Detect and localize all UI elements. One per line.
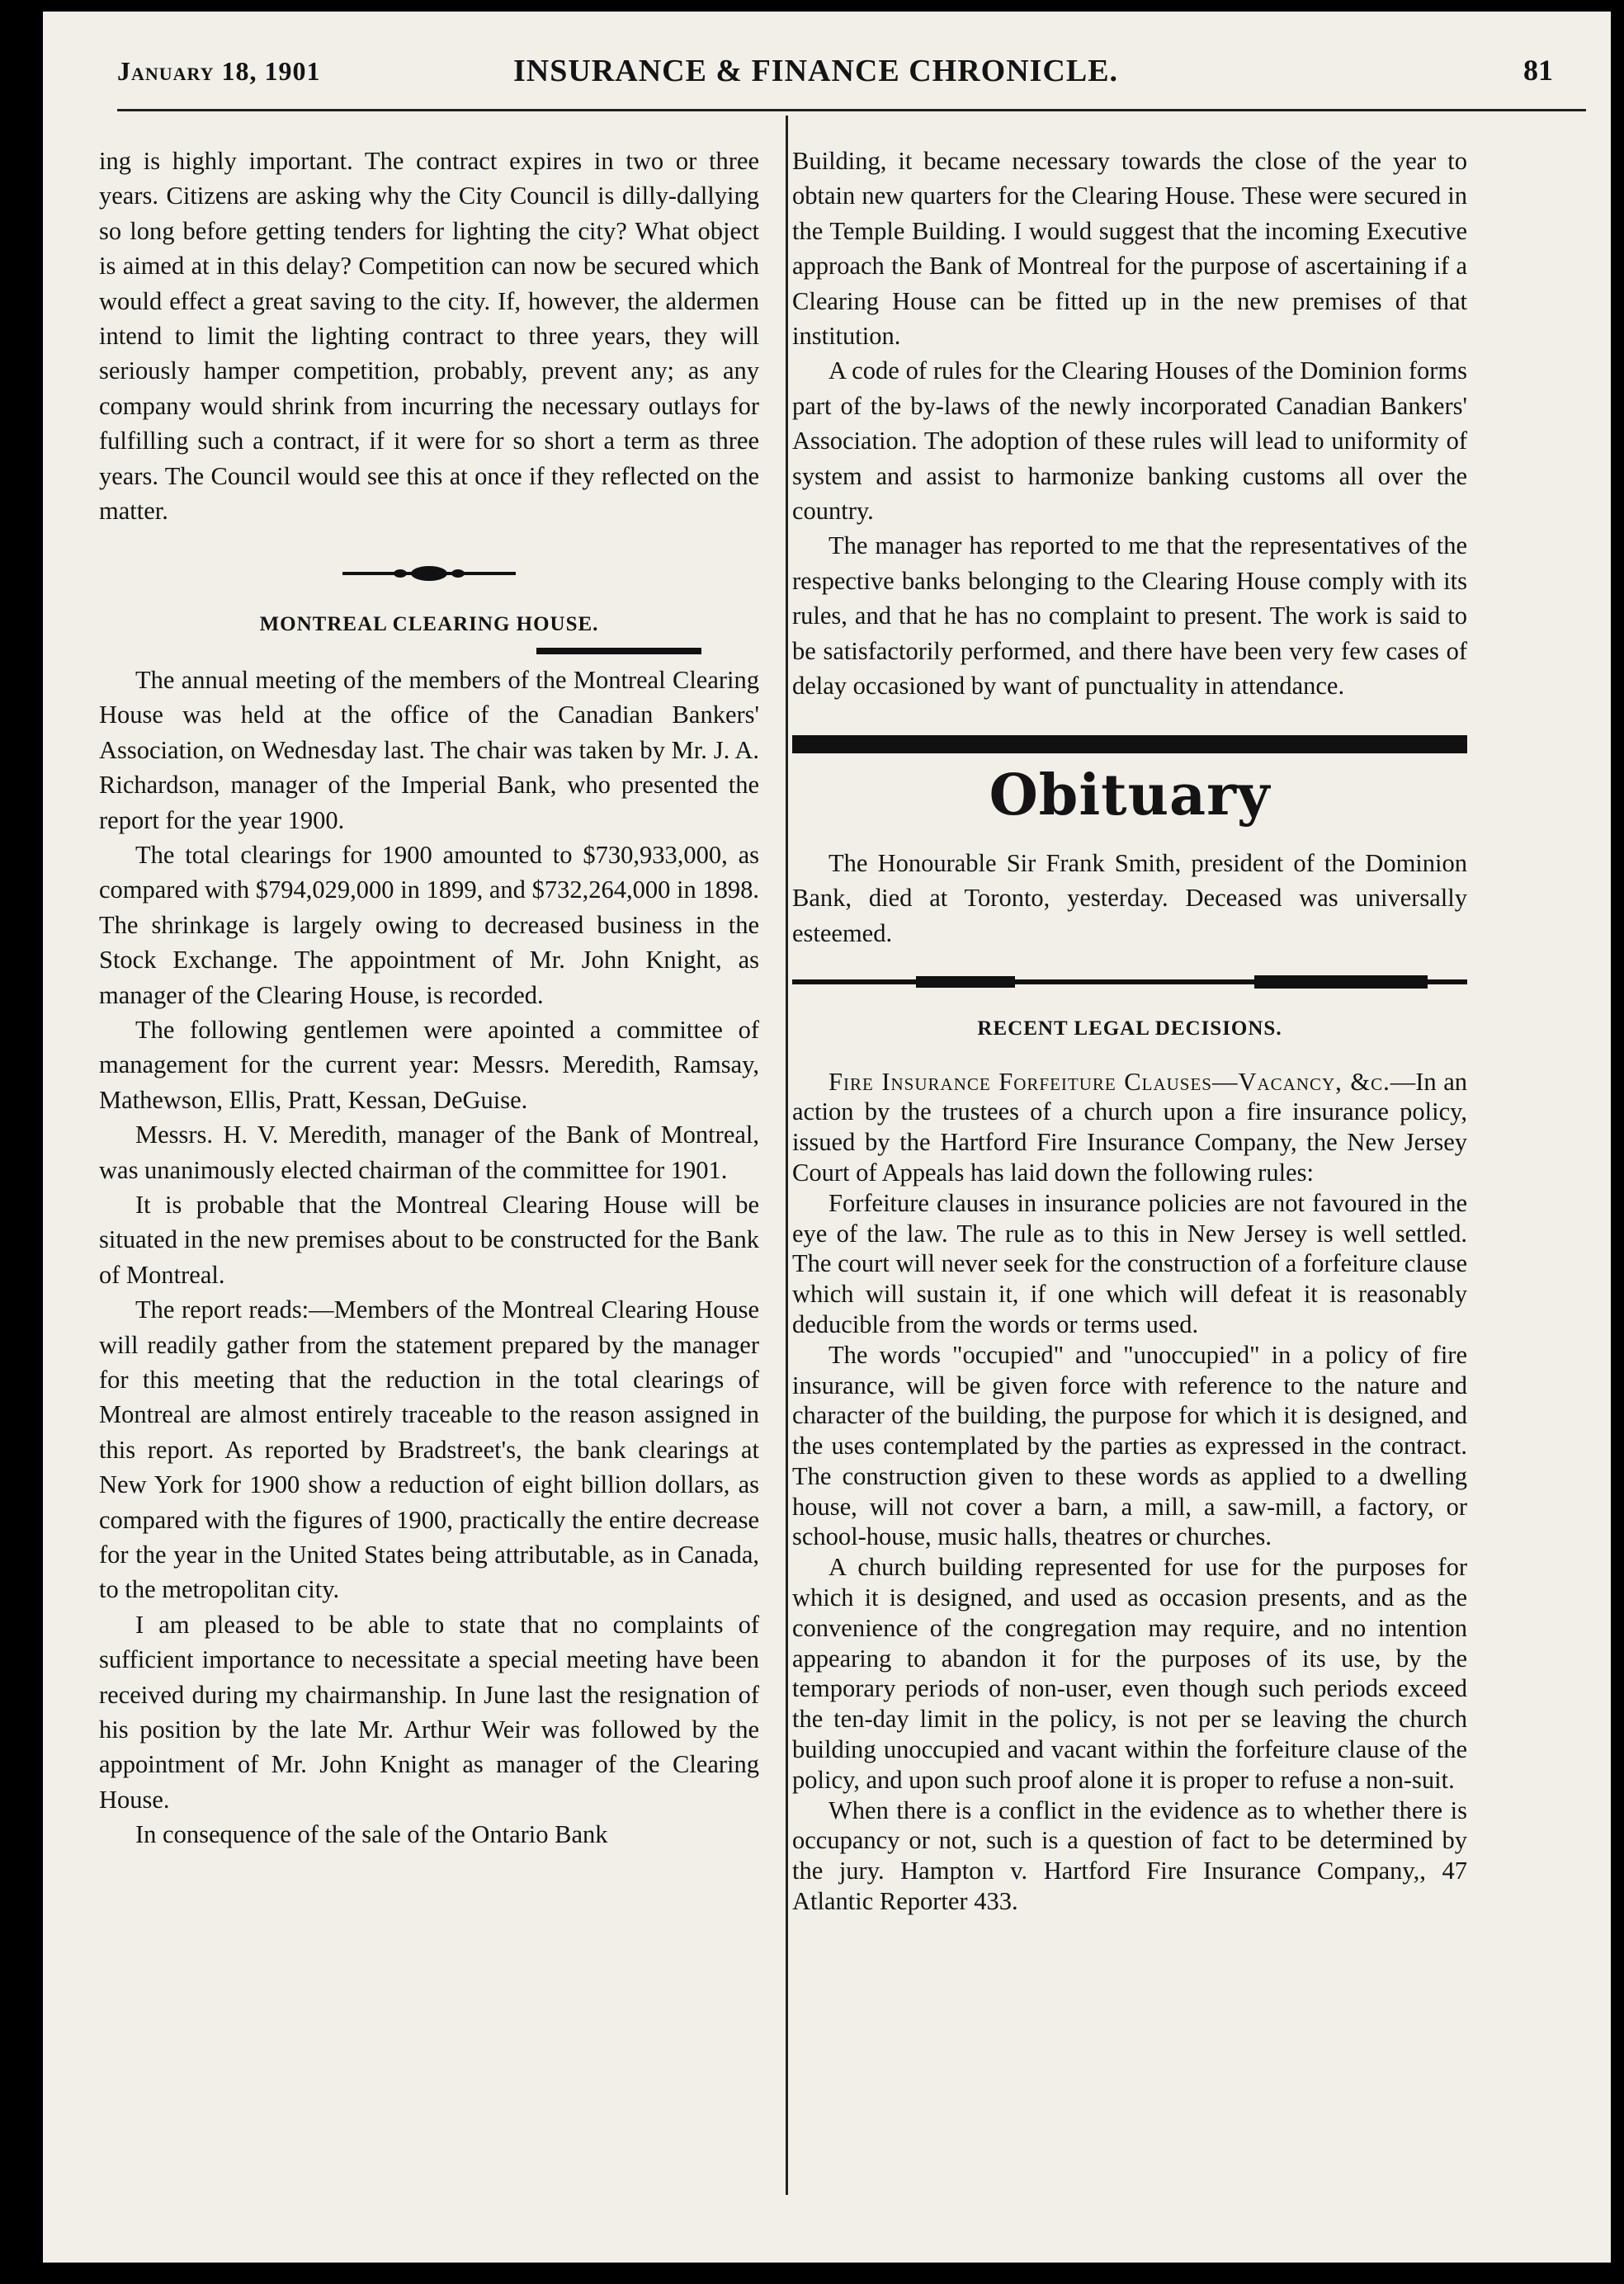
heading-underline [536,648,701,654]
page-header [117,48,1578,97]
paragraph: The manager has reported to me that the representatives of the respective banks belonging to the Clearing House comply with its rules, and that he has no complaint to present. The work is said to be satisfactorily performed, and there have been very few cases of delay occasioned by want of punctuality in attendance. [792,531,1467,701]
legal-lead-rest: —In an action by the trustees of a church upon a fire insurance policy, issued by the Hartford Fire Insurance Company, the New Jersey Court of Appeals has laid down the following rules: [792,1067,1467,1187]
paragraph: The report reads:—Members of the Montreal Clearing House will readily gather from the statement prepared by the manager for this meeting that the reduction in the total clearings of Montreal are almost entirely traceable to the reason assigned in this report. As reported by Bradstreet's, the bank clearings at New York for 1900 show a reduction of eight billion dollars, as compared with the figures of 1900, practically the entire decrease for the year in the United States being attributable, as in Canada, to the metropolitan city. [99,1295,759,1604]
paragraph: A church building represented for use for the purposes for which it is designed, and used as occasion presents, and as the convenience of the congregation may require, and no intention appearing to abandon it for the purposes of its use, by the temporary periods of non-user, even though such periods exceed the ten-day limit in the policy, is not per se leaving the church building unoccupied and vacant within the forfeiture clause of the policy, and upon such proof alone it is proper to refuse a non-suit. [792,1553,1467,1794]
legal-lead-caps: Fire Insurance Forfeiture Clauses—Vacancy, &c. [829,1067,1390,1096]
header-rule [117,109,1586,111]
legal-decisions-body [792,1067,1467,1917]
paragraph: The annual meeting of the members of the Montreal Clearing House was held at the office of the Canadian Bankers' Association, on Wednesday last. The chair was taken by Mr. J. A. Richardson, manager of the Imperial Bank, who presented the report for the year 1900. [99,665,759,834]
paragraph: The words "occupied" and "unoccupied" in a policy of fire insurance, will be given force with reference to the nature and character of the building, the purpose for which it is designed, and the uses contemplated by the parties as expressed in the contract. The construction given to these words as applied to a dwelling house, will not cover a barn, a mill, a saw-mill, a factory, or school-house, music halls, theatres or churches. [792,1340,1467,1551]
continued-paragraph: Building, it became necessary towards the close of the year to obtain new quarters for the Clearing House. These were secured in the Temple Building. I would suggest that the incoming Executive approach the Bank of Montreal for the purpose of ascertaining if a Clearing House can be fitted up in the new premises of that institution. [792,147,1467,351]
section-heading-clearing-house: MONTREAL CLEARING HOUSE. [259,613,599,636]
publication-title: INSURANCE & FINANCE CHRONICLE. [513,54,1119,88]
decorative-rule-icon [792,974,1467,990]
ornament-divider-icon [342,564,516,583]
obituary-text: The Honourable Sir Frank Smith, president of the Dominion Bank, died at Toronto, yesterday. Deceased was universally esteemed. [792,848,1467,947]
newspaper-page [43,12,1611,2263]
column-divider [786,116,788,2195]
paragraph: When there is a conflict in the evidence as to whether there is occupancy or not, such is a question of fact to be determined by the jury. Hampton v. Hartford Fire Insurance Company,, 47 Atlantic Reporter 433. [792,1796,1467,1916]
legal-lead-paragraph [792,1067,1467,1188]
page-number: 81 [1523,54,1553,87]
paragraph: A code of rules for the Clearing Houses of the Dominion forms part of the by-laws of the newly incorporated Canadian Bankers' Association. The adoption of these rules will lead to uniformity of system and assist to harmonize banking customs all over the country. [792,356,1467,526]
paragraph: Messrs. H. V. Meredith, manager of the Bank of Montreal, was unanimously elected chairman of the committee for 1901. [99,1121,759,1184]
paragraph: Forfeiture clauses in insurance policies are not favoured in the eye of the law. The rule as to this in New Jersey is well settled. The court will never seek for the construction of a forfeiture clause which will sustain it, if one which will defeat it is reasonably deducible from the words or terms used. [792,1188,1467,1338]
section-divider-bar [792,735,1467,753]
left-column [99,144,759,1852]
section-heading-legal-decisions: RECENT LEGAL DECISIONS. [977,1017,1282,1041]
right-column [792,144,1467,1917]
paragraph: I am pleased to be able to state that no complaints of sufficient importance to necessitate a special meeting have been received during my chairmanship. In June last the resignation of his position by the late Mr. Arthur Weir was followed by the appointment of Mr. John Knight as manager of the Clearing House. [99,1610,759,1814]
issue-date: January 18, 1901 [117,56,321,86]
paragraph: The total clearings for 1900 amounted to $730,933,000, as compared with $794,029,000 in 1899, and $732,264,000 in 1898. The shrinkage is largely owing to decreased business in the Stock Exchange. The appointment of Mr. John Knight, as manager of the Clearing House, is recorded. [99,840,759,1009]
obituary-title: Obituary [989,762,1271,828]
paragraph: It is probable that the Montreal Clearing House will be situated in the new premises about to be constructed for the Bank of Montreal. [99,1190,759,1289]
paragraph: In consequence of the sale of the Ontario Bank [135,1820,608,1849]
paragraph: The following gentlemen were apointed a committee of management for the current year: Messrs. Meredith, Ramsay, Mathewson, Ellis, Pratt, Kessan, DeGuise. [99,1015,759,1114]
continued-paragraph: ing is highly important. The contract expires in two or three years. Citizens are asking why the City Council is dilly-dallying so long before getting tenders for lighting the city? What object is aimed at in this delay? Competition can now be secured which would effect a great saving to the city. If, however, the aldermen intend to limit the lighting contract to three years, they will seriously hamper competition, probably, prevent any; as any company would shrink from incurring the necessary outlays for fulfilling such a contract, if it were for so short a term as three years. The Council would see this at once if they reflected on the matter. [99,147,759,526]
